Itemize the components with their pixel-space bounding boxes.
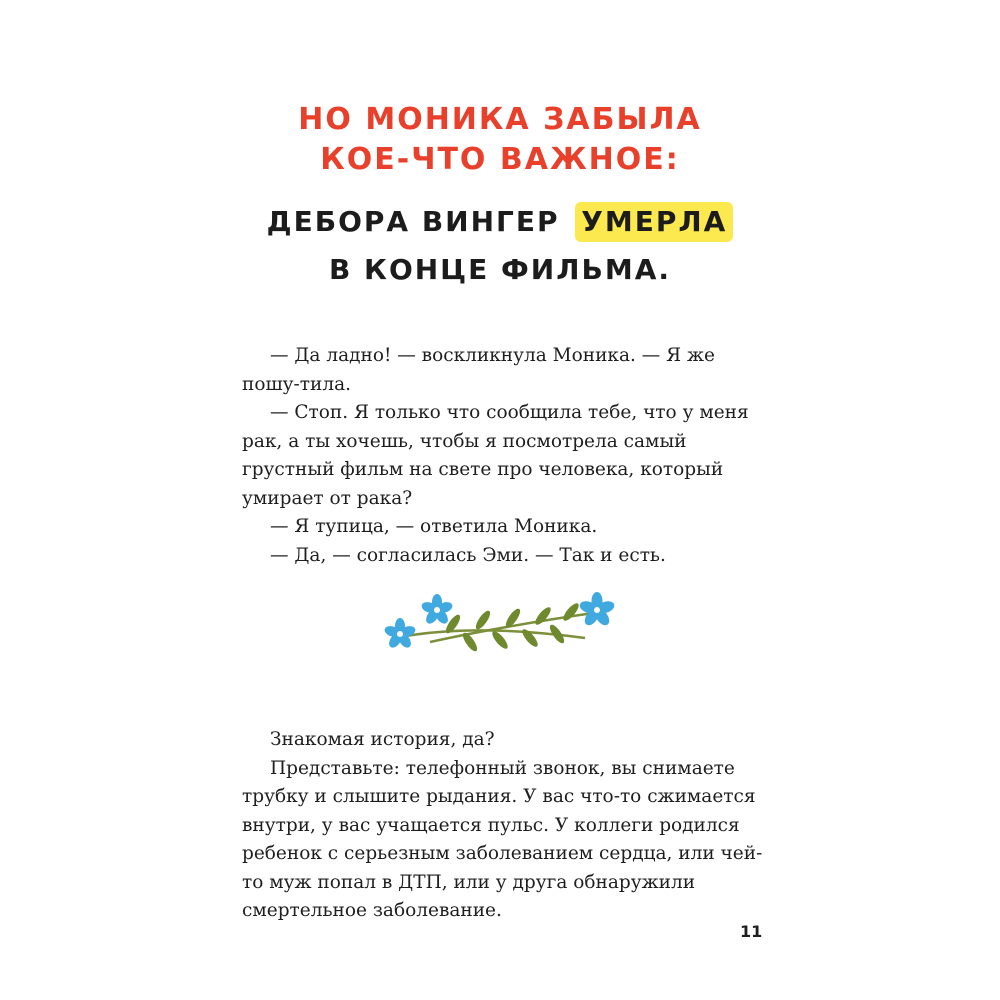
prose-paragraph: Представьте: телефонный звонок, вы снимаете трубку и слышите рыдания. У вас что-то сжимается внутри, у вас учащается пульс. У коллеги родился ребенок с серьезным заболеванием сердца, или чей-то муж попал в ДТП, или у друга обнаружили смертельное заболевание. bbox=[242, 757, 763, 921]
heading-black-line-1 bbox=[0, 202, 1000, 242]
heading-red-line-1: НО МОНИКА ЗАБЫЛА bbox=[298, 102, 702, 137]
dialogue-line: — Да ладно! — воскликнула Моника. — Я же пошу-тила. bbox=[242, 345, 715, 395]
dialogue-line: — Да, — согласилась Эми. — Так и есть. bbox=[270, 544, 666, 566]
heading-red-line-2: КОЕ-ЧТО ВАЖНОЕ: bbox=[320, 142, 680, 177]
prose-paragraph: Знакомая история, да? bbox=[270, 729, 495, 750]
dialogue-line: — Стоп. Я только что сообщила тебе, что у меня рак, а ты хочешь, чтобы я посмотрела самый грустный фильм на свете про человека, который умирает от рака? bbox=[242, 402, 749, 509]
dialogue-block bbox=[242, 342, 772, 570]
heading-black-line-2: В КОНЦЕ ФИЛЬМА. bbox=[328, 253, 672, 286]
heading-black-text: ДЕБОРА ВИНГЕР bbox=[266, 205, 560, 238]
prose-block bbox=[242, 726, 772, 926]
highlighted-word: УМЕРЛА bbox=[575, 202, 733, 242]
page-number: 11 bbox=[740, 922, 763, 941]
dialogue-line: — Я тупица, — ответила Моника. bbox=[270, 516, 598, 537]
flower-vine-icon bbox=[375, 590, 625, 662]
